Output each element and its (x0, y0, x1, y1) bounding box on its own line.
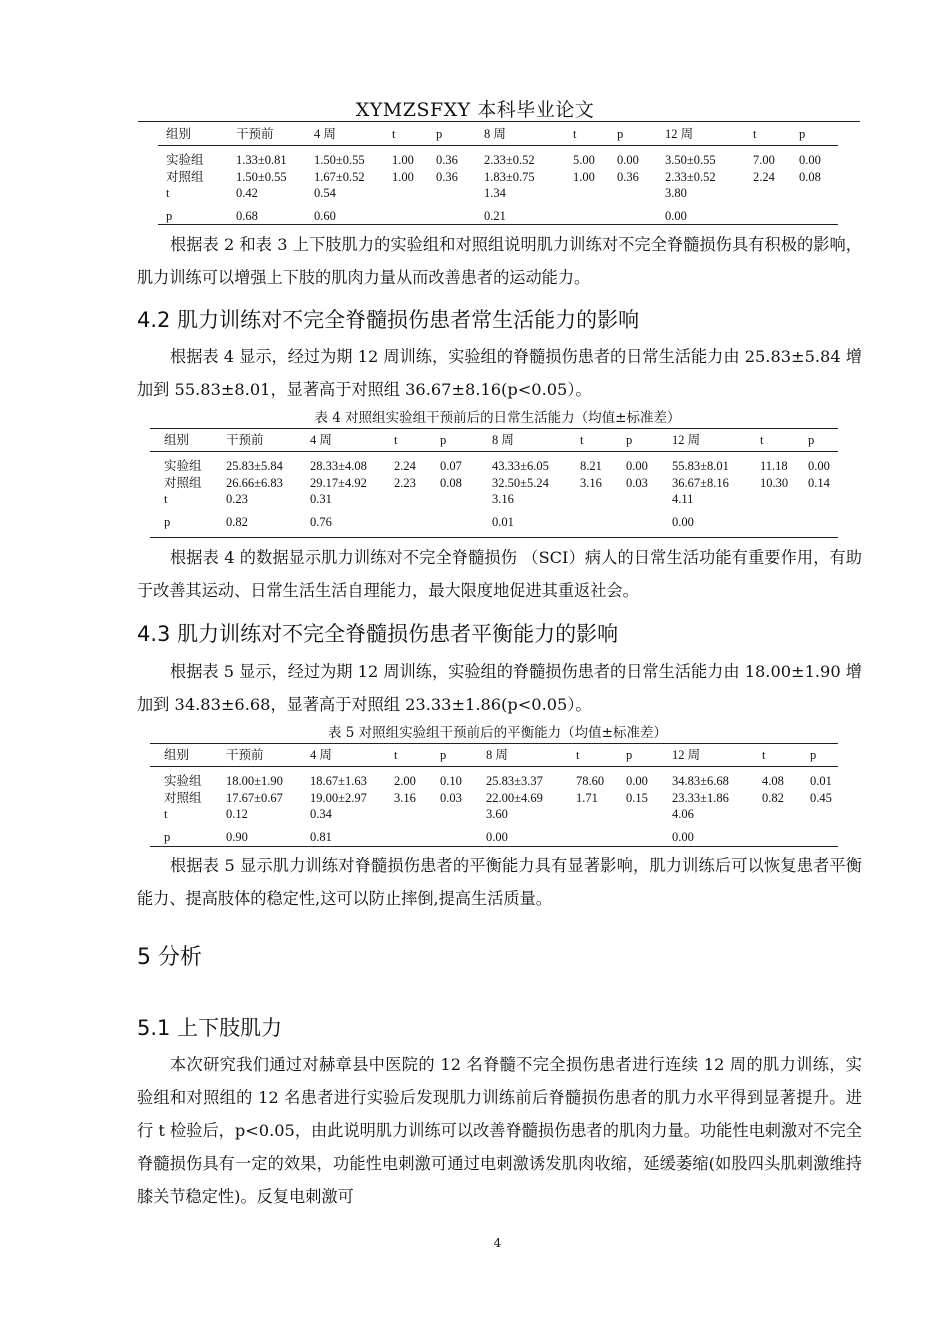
table-cell: 0.15 (626, 790, 648, 805)
column-header: t (576, 748, 580, 762)
table-cell: 1.67±0.52 (314, 169, 365, 184)
table-header-row (164, 747, 850, 767)
table-cell: 36.67±8.16 (672, 475, 729, 490)
table-cell: 28.33±4.08 (310, 459, 367, 473)
table-cell: 4.08 (762, 774, 784, 788)
column-header: 干预前 (226, 748, 264, 762)
table-cell (580, 491, 626, 508)
table-cell: t (166, 186, 170, 200)
column-header: t (580, 433, 584, 447)
column-header: t (762, 748, 766, 762)
table-cell: 实验组 (164, 459, 202, 473)
table-cell: 0.00 (672, 829, 694, 844)
page-number: 4 (493, 1236, 502, 1250)
table-cell (626, 806, 672, 823)
table-cell (440, 514, 492, 531)
table-cell: 2.24 (753, 169, 775, 184)
column-header: p (626, 433, 633, 447)
table-cell (440, 491, 492, 508)
table-cell (617, 185, 665, 202)
column-header: 4 周 (310, 433, 332, 447)
table-cell: 4.06 (672, 807, 694, 821)
section-4-3-heading: 4.3 肌力训练对不完全脊髓损伤患者平衡能力的影响 (137, 622, 619, 646)
table-cell: 1.00 (392, 169, 414, 184)
table-row (164, 790, 850, 807)
paragraph-table4-conclusion: 根据表 4 的数据显示肌力训练对不完全脊髓损伤 （SCI）病人的日常生活功能有重要作用，有助于改善其运动、日常生活生活自理能力，最大限度地促进其重返社会。 (137, 548, 862, 600)
table-cell: 11.18 (760, 459, 788, 473)
table-3 (166, 126, 839, 224)
table-cell: 1.00 (392, 153, 414, 167)
table-cell: t (164, 807, 168, 821)
table-row (164, 829, 850, 846)
table-cell: 0.82 (226, 514, 248, 529)
table-cell (573, 185, 617, 202)
table-cell: 0.08 (799, 169, 821, 184)
column-header: t (573, 127, 577, 141)
table-cell (626, 491, 672, 508)
table-cell: 0.00 (799, 153, 821, 167)
table-cell (810, 829, 850, 846)
paragraph-analysis: 本次研究我们通过对赫章县中医院的 12 名脊髓不完全损伤患者进行连续 12 周的肌力训练，实验组和对照组的 12 名患者进行实验后发现肌力训练前后脊髓损伤患者的肌力水平得到显著提升。进行 t 检验后，p<0.05，由此说明肌力训练可以改善脊髓损伤患者的肌肉力量。功能性电刺激对不完全脊髓损伤具有一定的效果，功能性电刺激可通过电刺激诱发肌肉收缩，延缓萎缩(如股四头肌刺激维持膝关节稳定性)。反复电刺激可 (137, 1055, 862, 1206)
table-cell: 32.50±5.24 (492, 475, 549, 490)
table-cell: 3.16 (394, 790, 416, 805)
table-row (164, 491, 848, 508)
table-cell: 0.00 (617, 153, 639, 167)
section-5-1-heading: 5.1 上下肢肌力 (137, 1016, 283, 1040)
column-header: t (394, 433, 398, 447)
table-cell: 0.08 (440, 475, 462, 490)
column-header: 12 周 (672, 433, 701, 447)
table-cell: 对照组 (164, 475, 202, 490)
table-cell: 0.90 (226, 829, 248, 844)
column-header: 干预前 (236, 127, 274, 141)
table-cell: 0.00 (626, 459, 648, 473)
table-header-row (166, 126, 839, 146)
paragraph-table5-result: 根据表 5 显示，经过为期 12 周训练，实验组的脊髓损伤患者的日常生活能力由 18.00±1.90 增加到 34.83±6.68，显著高于对照组 23.33±1.86(p<0.05）。 (137, 662, 862, 714)
table-cell: 0.81 (310, 829, 332, 844)
column-header: 12 周 (665, 127, 694, 141)
table-4 (164, 432, 848, 530)
column-header: p (808, 433, 815, 447)
table-cell (576, 806, 626, 823)
column-header: p (799, 127, 806, 141)
table-cell: 0.76 (310, 514, 332, 529)
table-cell: 1.50±0.55 (314, 153, 365, 167)
header-rule (138, 121, 860, 122)
table-cell: 25.83±3.37 (486, 774, 543, 788)
table-cell: 0.14 (808, 475, 830, 490)
table-row (164, 475, 848, 492)
table-cell (394, 514, 440, 531)
table-cell (440, 829, 486, 846)
table-cell (576, 829, 626, 846)
table4-top-rule (150, 428, 838, 429)
column-header: 8 周 (486, 748, 508, 762)
table-row (166, 208, 839, 225)
paragraph-table4-result: 根据表 4 显示，经过为期 12 周训练，实验组的脊髓损伤患者的日常生活能力由 25.83±5.84 增加到 55.83±8.01，显著高于对照组 36.67±8.16(p<0.05）。 (137, 347, 862, 399)
table-cell (394, 806, 440, 823)
column-header: p (440, 748, 447, 762)
table-cell: 43.33±6.05 (492, 459, 549, 473)
table4-caption: 表 4 对照组实验组干预前后的日常生活能力（均值±标准差） (314, 410, 681, 426)
column-header: 组别 (164, 748, 190, 762)
column-header: 干预前 (226, 433, 264, 447)
table-cell: 0.45 (810, 790, 832, 805)
table-cell: 实验组 (166, 153, 204, 167)
table-cell: 实验组 (164, 774, 202, 788)
column-header: t (394, 748, 398, 762)
table3-bottom-rule (158, 224, 838, 225)
table-cell (626, 514, 672, 531)
table-cell: 1.34 (484, 186, 506, 200)
table-cell: 34.83±6.68 (672, 774, 729, 788)
table-cell: 0.12 (226, 807, 248, 821)
column-header: t (760, 433, 764, 447)
section-5-heading: 5 分析 (137, 945, 202, 970)
table5-top-rule (150, 743, 838, 744)
table-cell: 0.23 (226, 492, 248, 506)
table-cell: 2.23 (394, 475, 416, 490)
table-cell: 1.50±0.55 (236, 169, 287, 184)
table-cell: 0.36 (617, 169, 639, 184)
table-cell: p (166, 208, 173, 223)
table-cell: 8.21 (580, 459, 602, 473)
table-cell: 17.67±0.67 (226, 790, 283, 805)
table-cell (394, 491, 440, 508)
table-cell: t (164, 492, 168, 506)
table-cell: 19.00±2.97 (310, 790, 367, 805)
table-cell: 0.36 (436, 153, 458, 167)
paragraph-table23-conclusion: 根据表 2 和表 3 上下肢肌力的实验组和对照组说明肌力训练对不完全脊髓损伤具有积极的影响，肌力训练可以增强上下肢的肌肉力量从而改善患者的运动能力。 (137, 235, 862, 287)
table-cell: 0.00 (665, 208, 687, 223)
table-cell (810, 806, 850, 823)
table-cell (580, 514, 626, 531)
table-cell (762, 806, 810, 823)
table-cell: 4.11 (672, 492, 694, 506)
table-cell: 3.60 (486, 807, 508, 821)
table-cell: 1.71 (576, 790, 598, 805)
table-cell (808, 514, 848, 531)
table-cell: 对照组 (164, 790, 202, 805)
table-cell: 0.00 (486, 829, 508, 844)
table-row (166, 185, 839, 202)
column-header: 4 周 (314, 127, 336, 141)
table-cell: 10.30 (760, 475, 789, 490)
table-cell (753, 208, 799, 225)
table4-bottom-rule (150, 537, 838, 538)
table-cell: 0.03 (626, 475, 648, 490)
table-cell: 3.16 (580, 475, 602, 490)
table-cell: 0.31 (310, 492, 332, 506)
table-cell: 0.07 (440, 459, 462, 473)
table-header-row (164, 432, 848, 452)
table-cell (440, 806, 486, 823)
table-cell (762, 829, 810, 846)
column-header: p (440, 433, 447, 447)
table-cell: 0.00 (672, 514, 694, 529)
table-cell: 0.54 (314, 186, 336, 200)
table-cell (760, 491, 808, 508)
table-cell: 18.00±1.90 (226, 774, 283, 788)
table5-caption: 表 5 对照组实验组干预前后的平衡能力（均值±标准差） (328, 725, 667, 741)
table-cell: 0.42 (236, 186, 258, 200)
table-cell: 对照组 (166, 169, 204, 184)
table-cell: 0.68 (236, 208, 258, 223)
column-header: 组别 (164, 433, 190, 447)
table-cell: 78.60 (576, 774, 605, 788)
table-cell (436, 185, 484, 202)
column-header: p (436, 127, 443, 141)
table-cell: 7.00 (753, 153, 775, 167)
table-5 (164, 747, 850, 845)
table-cell: 3.16 (492, 492, 514, 506)
table-cell: 2.33±0.52 (484, 153, 535, 167)
table-cell: 0.10 (440, 774, 462, 788)
table-cell: 0.00 (808, 459, 830, 473)
table-cell: 0.01 (492, 514, 514, 529)
table-cell (760, 514, 808, 531)
table-cell: 0.82 (762, 790, 784, 805)
table-cell: 23.33±1.86 (672, 790, 729, 805)
column-header: 组别 (166, 127, 192, 141)
column-header: p (810, 748, 817, 762)
column-header: 8 周 (484, 127, 506, 141)
table-cell: 22.00±4.69 (486, 790, 543, 805)
table-cell: 0.34 (310, 807, 332, 821)
table-cell: 0.60 (314, 208, 336, 223)
table-cell: 18.67±1.63 (310, 774, 367, 788)
table-row (166, 152, 839, 169)
table5-bottom-rule (150, 846, 838, 847)
section-4-2-heading: 4.2 肌力训练对不完全脊髓损伤患者常生活能力的影响 (137, 308, 640, 332)
table-cell: 3.80 (665, 186, 687, 200)
table-row (166, 169, 839, 186)
table-row (164, 806, 850, 823)
column-header: t (392, 127, 396, 141)
paragraph-table5-conclusion: 根据表 5 显示肌力训练对脊髓损伤患者的平衡能力具有显著影响，肌力训练后可以恢复患者平衡能力、提高肢体的稳定性,这可以防止摔倒,提高生活质量。 (137, 856, 862, 908)
table-row (164, 458, 848, 475)
table-cell: 0.21 (484, 208, 506, 223)
table-cell: 5.00 (573, 153, 595, 167)
table-cell (394, 829, 440, 846)
table-cell: p (164, 514, 171, 529)
table-cell: 0.00 (626, 774, 648, 788)
table-cell: 26.66±6.83 (226, 475, 283, 490)
table-cell (808, 491, 848, 508)
table-cell: 2.33±0.52 (665, 169, 716, 184)
column-header: 12 周 (672, 748, 701, 762)
table-cell: 0.03 (440, 790, 462, 805)
table-cell (799, 185, 839, 202)
table-cell: 25.83±5.84 (226, 459, 283, 473)
table-cell: 0.01 (810, 774, 832, 788)
table-cell (617, 208, 665, 225)
table-cell (753, 185, 799, 202)
table-cell: 1.83±0.75 (484, 169, 535, 184)
column-header: 4 周 (310, 748, 332, 762)
table-cell (573, 208, 617, 225)
table-cell: 3.50±0.55 (665, 153, 716, 167)
table-cell: 55.83±8.01 (672, 459, 729, 473)
column-header: t (753, 127, 757, 141)
table-cell (392, 185, 436, 202)
table-cell: 2.00 (394, 774, 416, 788)
table-cell: 29.17±4.92 (310, 475, 367, 490)
table-row (164, 773, 850, 790)
table-cell: 1.33±0.81 (236, 153, 287, 167)
column-header: p (626, 748, 633, 762)
table-cell (799, 208, 839, 225)
column-header: 8 周 (492, 433, 514, 447)
table-cell: 2.24 (394, 459, 416, 473)
table-cell: 0.36 (436, 169, 458, 184)
column-header: p (617, 127, 624, 141)
table-cell (436, 208, 484, 225)
table-cell: p (164, 829, 171, 844)
table-row (164, 514, 848, 531)
page-header: XYMZSFXY 本科毕业论文 (355, 99, 595, 121)
table-cell: 1.00 (573, 169, 595, 184)
table-cell (392, 208, 436, 225)
table-cell (626, 829, 672, 846)
